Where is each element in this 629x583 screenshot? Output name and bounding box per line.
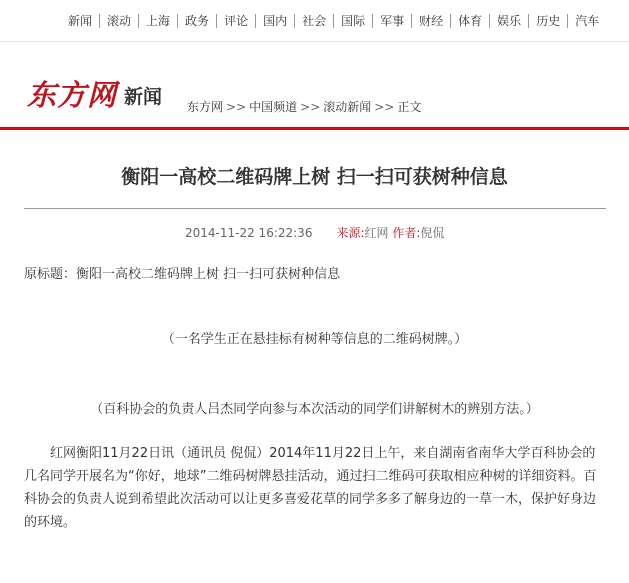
author-label: 作者: — [392, 226, 421, 240]
image-caption: （百科协会的负责人吕杰同学向参与本次活动的同学们讲解树木的辨别方法。） — [90, 402, 539, 417]
breadcrumb-home[interactable]: 东方网 — [187, 100, 224, 114]
nav-item-finance[interactable]: 财经 — [411, 14, 450, 28]
brand-area — [27, 78, 162, 112]
nav-item-military[interactable]: 军事 — [372, 14, 411, 28]
nav-item-auto[interactable]: 汽车 — [567, 14, 606, 28]
nav-item-sports[interactable]: 体育 — [450, 14, 489, 28]
nav-item-shanghai[interactable]: 上海 — [138, 14, 177, 28]
header-divider — [0, 41, 629, 42]
publish-datetime: 2014-11-22 16:22:36 — [185, 226, 313, 240]
image-caption: （一名学生正在悬挂标有树种等信息的二维码树牌。） — [161, 332, 468, 347]
site-logo[interactable]: 东方网 — [27, 78, 118, 112]
article-body: 红网衡阳11月22日讯（通讯员 倪侃）2014年11月22日上午，来自湖南省南华大学百科协会的几名同学开展名为“你好，地球”二维码树牌悬挂活动，通过扫二维码可获取相应种树的详细资料。百科协会的负责人说到希望此次活动可以让更多喜爱花草的同学多多了解身边的一草一木，保护好身边的环境。 — [24, 446, 597, 530]
breadcrumb-china-channel[interactable]: 中国频道 — [249, 100, 298, 114]
author-name: 倪侃 — [420, 226, 445, 240]
breadcrumb — [187, 98, 421, 115]
breadcrumb-rolling-news[interactable]: 滚动新闻 — [323, 100, 372, 114]
nav-item-entertainment[interactable]: 娱乐 — [489, 14, 528, 28]
nav-item-society[interactable]: 社会 — [294, 14, 333, 28]
nav-item-international[interactable]: 国际 — [333, 14, 372, 28]
original-title: 原标题：衡阳一高校二维码牌上树 扫一扫可获树种信息 — [24, 267, 341, 282]
nav-item-government[interactable]: 政务 — [177, 14, 216, 28]
breadcrumb-current: 正文 — [397, 100, 422, 114]
top-navigation — [0, 10, 629, 32]
nav-item-rolling[interactable]: 滚动 — [99, 14, 138, 28]
nav-item-domestic[interactable]: 国内 — [255, 14, 294, 28]
nav-item-comment[interactable]: 评论 — [216, 14, 255, 28]
breadcrumb-separator: >> — [374, 100, 395, 114]
article-title: 衡阳一高校二维码牌上树 扫一扫可获树种信息 — [121, 166, 508, 188]
source-link[interactable]: 红网 — [364, 226, 389, 240]
source-label: 来源: — [336, 226, 365, 240]
title-divider — [24, 208, 606, 209]
breadcrumb-separator: >> — [300, 100, 321, 114]
header-red-bar — [0, 127, 629, 130]
nav-item-news[interactable]: 新闻 — [68, 14, 93, 28]
nav-item-history[interactable]: 历史 — [528, 14, 567, 28]
article-meta — [185, 224, 444, 241]
section-title[interactable]: 新闻 — [124, 86, 163, 108]
breadcrumb-separator: >> — [226, 100, 247, 114]
